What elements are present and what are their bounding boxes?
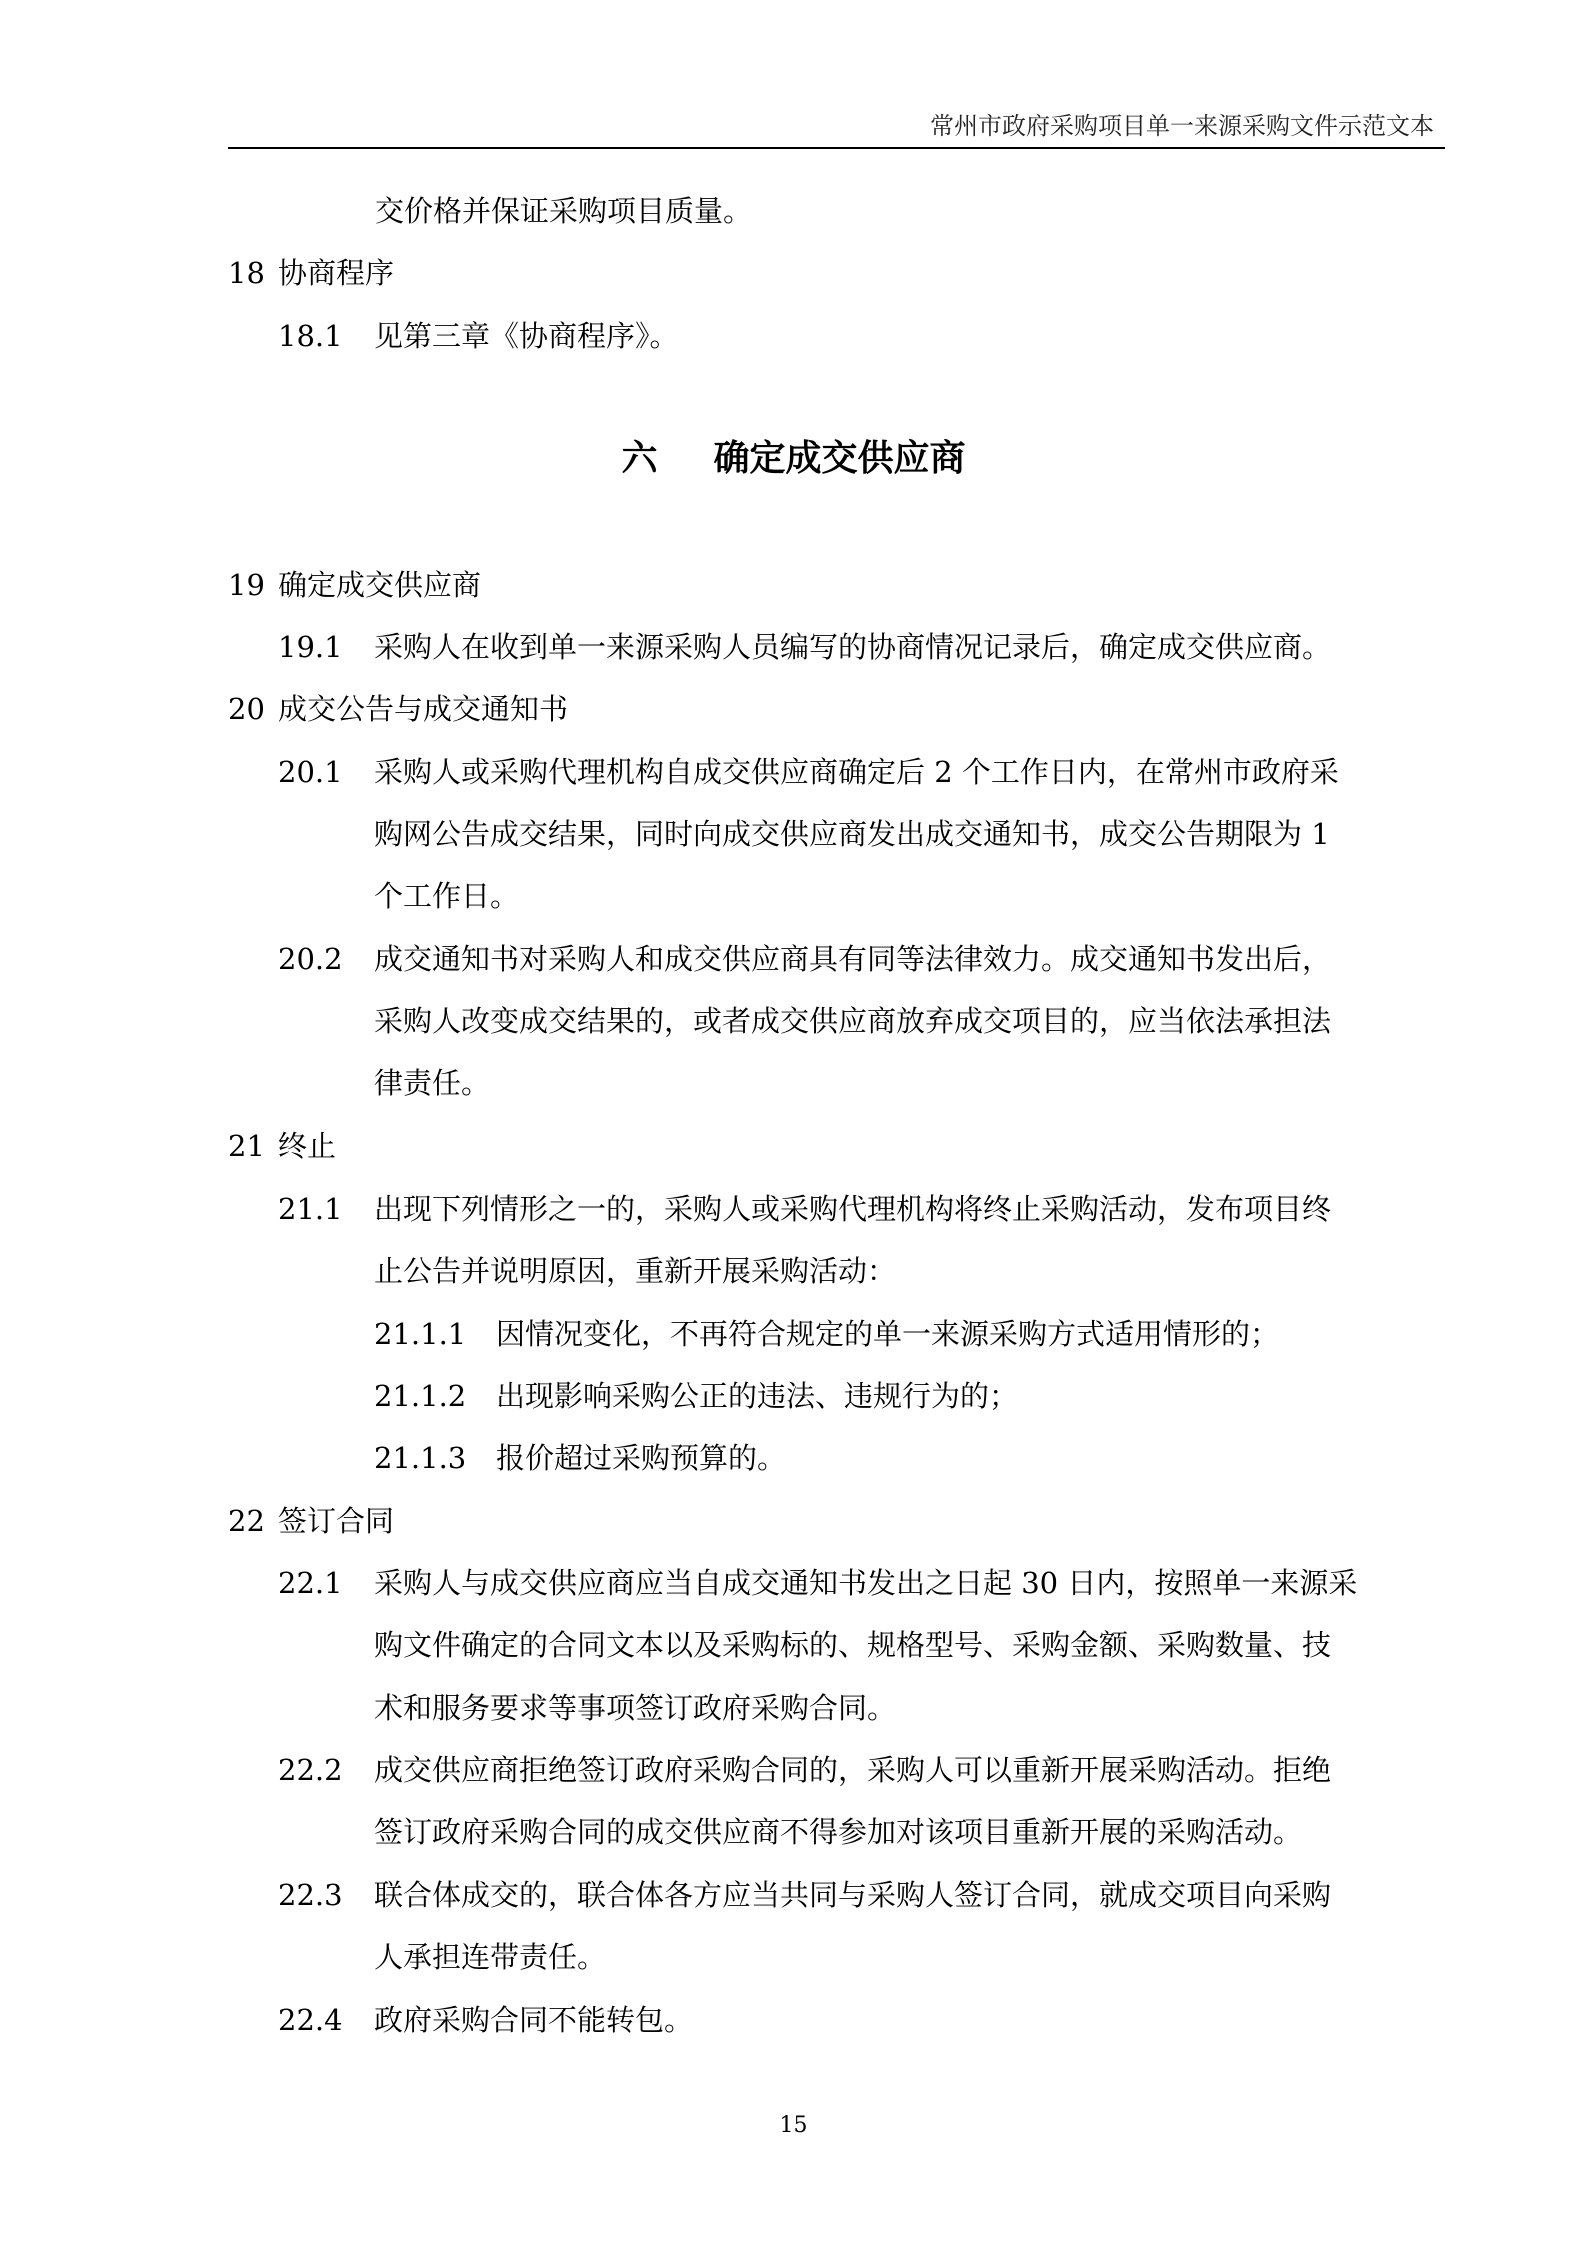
sub-subclause-number: 21.1.1 (374, 1317, 467, 1351)
sub-subclause-number: 21.1.2 (374, 1379, 467, 1413)
sub-subclause-number: 21.1.3 (374, 1441, 467, 1475)
subclause-number: 21.1 (278, 1192, 343, 1226)
section-title (0, 435, 1587, 481)
subclause (278, 1563, 1357, 1603)
subclause-text: 采购人与成交供应商应当自成交通知书发出之日起 30 日内，按照单一来源采 (374, 1566, 1358, 1600)
subclause (278, 752, 1339, 792)
clause-number: 19 (228, 568, 265, 602)
clause-number: 20 (228, 692, 265, 726)
subclause (278, 627, 1331, 667)
subclause-number: 22.3 (278, 1878, 343, 1912)
sub-subclause (374, 1438, 786, 1478)
subclause-number: 22.1 (278, 1566, 343, 1600)
subclause (278, 1750, 1331, 1790)
subclause-number: 20.1 (278, 755, 343, 789)
subclause-text: 成交供应商拒绝签订政府采购合同的，采购人可以重新开展采购活动。拒绝 (374, 1753, 1332, 1787)
sub-subclause-text: 出现影响采购公正的违法、违规行为的； (496, 1379, 1019, 1413)
sub-subclause-text: 报价超过采购预算的。 (496, 1441, 787, 1475)
subclause-number: 22.4 (278, 2003, 343, 2037)
subclause (278, 316, 679, 356)
clause-title: 成交公告与成交通知书 (278, 692, 569, 726)
text-line: 交价格并保证采购项目质量。 (375, 194, 753, 228)
subclause (278, 1875, 1331, 1915)
clause-heading (228, 1126, 336, 1166)
section-number: 六 (621, 437, 658, 479)
clause-heading (228, 565, 481, 605)
subclause-number: 20.2 (278, 942, 343, 976)
sub-subclause-text: 因情况变化，不再符合规定的单一来源采购方式适用情形的； (496, 1317, 1280, 1351)
subclause-text: 采购人或采购代理机构自成交供应商确定后 2 个工作日内，在常州市政府采 (374, 755, 1339, 789)
text-line: 签订政府采购合同的成交供应商不得参加对该项目重新开展的采购活动。 (374, 1815, 1303, 1849)
text-line: 人承担连带责任。 (374, 1940, 607, 1974)
subclause (278, 2000, 693, 2040)
subclause-number: 19.1 (278, 630, 343, 664)
subclause-text: 成交通知书对采购人和成交供应商具有同等法律效力。成交通知书发出后， (374, 942, 1332, 976)
text-line: 律责任。 (374, 1066, 491, 1100)
running-header: 常州市政府采购项目单一来源采购文件示范文本 (930, 112, 1434, 140)
clause-title: 协商程序 (278, 256, 395, 290)
text-line: 购网公告成交结果，同时向成交供应商发出成交通知书，成交公告期限为 1 (374, 817, 1330, 851)
header-divider (228, 147, 1445, 149)
subclause-number: 18.1 (278, 319, 343, 353)
subclause-text: 政府采购合同不能转包。 (374, 2003, 694, 2037)
text-line: 采购人改变成交结果的，或者成交供应商放弃成交项目的，应当依法承担法 (374, 1004, 1332, 1038)
clause-heading (228, 1501, 394, 1541)
clause-heading (228, 253, 394, 293)
subclause-text: 出现下列情形之一的，采购人或采购代理机构将终止采购活动，发布项目终 (374, 1192, 1332, 1226)
sub-subclause (374, 1376, 1018, 1416)
page-number: 15 (779, 2113, 808, 2138)
sub-subclause (374, 1314, 1279, 1354)
subclause (278, 1189, 1331, 1229)
subclause-text: 见第三章《协商程序》。 (374, 319, 679, 353)
subclause-number: 22.2 (278, 1753, 343, 1787)
clause-title: 确定成交供应商 (278, 568, 482, 602)
clause-title: 终止 (278, 1129, 337, 1163)
clause-heading (228, 689, 568, 729)
subclause (278, 939, 1331, 979)
section-heading: 确定成交供应商 (713, 437, 966, 479)
clause-number: 18 (228, 256, 265, 290)
subclause-text: 联合体成交的，联合体各方应当共同与采购人签订合同，就成交项目向采购 (374, 1878, 1332, 1912)
clause-title: 签订合同 (278, 1504, 395, 1538)
text-line: 个工作日。 (374, 879, 520, 913)
clause-number: 21 (228, 1129, 265, 1163)
text-line: 术和服务要求等事项签订政府采购合同。 (374, 1691, 897, 1725)
text-line: 购文件确定的合同文本以及采购标的、规格型号、采购金额、采购数量、技 (374, 1628, 1332, 1662)
subclause-text: 采购人在收到单一来源采购人员编写的协商情况记录后，确定成交供应商。 (374, 630, 1332, 664)
text-line: 止公告并说明原因，重新开展采购活动： (374, 1254, 897, 1288)
clause-number: 22 (228, 1504, 265, 1538)
